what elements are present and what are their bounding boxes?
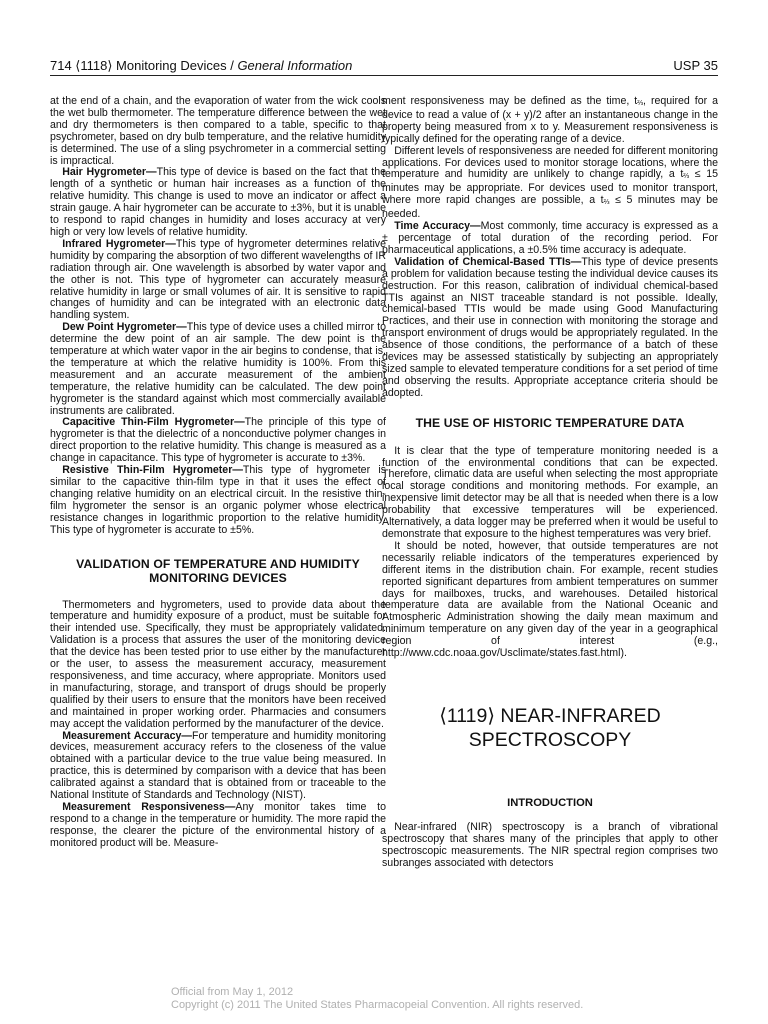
paragraph-capacitive-hygrometer <box>50 417 386 465</box>
term: Time Accuracy— <box>394 220 481 233</box>
paragraph: Near-infrared (NIR) spectroscopy is a branch of vibrational spectroscopy that shares many of the principles that apply to other spectroscopic measurements. The NIR spectral region comprises two subranges associated with detectors <box>382 820 718 869</box>
term: Dew Point Hygrometer— <box>62 321 187 334</box>
text-run: Different levels of responsiveness are needed for different monitoring applications. For devices used to monitor storage locations, where the temperature and humidity are unlikely to change rapidly, a t <box>382 144 718 181</box>
term-text: This type of hygrometer is similar to the capacitive thin-film type in that it uses the effect of changing relative humidity on an electrical circuit. In the resistive thin-film hygrometer the sensor is an organic polymer whose electrical resistance changes in logarithmic proportion to the relative humidity. This type of hygrometer is accurate to ±5%. <box>50 464 386 536</box>
subscript: ⅔ <box>603 199 610 207</box>
footer-copyright: Copyright (c) 2011 The United States Pharmacopeial Convention. All rights reserved. <box>171 999 584 1011</box>
subsection-heading-introduction: INTRODUCTION <box>507 796 593 809</box>
term-text: For temperature and humidity monitoring devices, measurement accuracy refers to the closeness of the value obtained with a particular device to the true value being measured. In practice, this is determined by comparison with a device that has been calibrated against a standard that is obtained from or traceable to the National Institute of Standards and Technology (NIST). <box>50 729 386 802</box>
paragraph: at the end of a chain, and the evaporation of water from the wick cools the wet bulb thermometer. The temperature difference between the wet and dry thermometers is then compared to a table, specific to that psychrometer, based on dry bulb temperature, and the relative humidity is determined. The use of a sling psychrometer in a commercial setting is impractical. <box>50 95 386 167</box>
term: Validation of Chemical-Based TTIs— <box>394 255 582 268</box>
spacer <box>382 660 718 704</box>
text-run: , required for a device to read a value of (x + y)/2 after an instantaneous change in the property being measured from x to y. Measurement responsiveness is typically defined for the operating range of a device. <box>382 95 718 145</box>
term-text: This type of hygrometer determines relative humidity by comparing the absorption of two different wavelengths of IR radiation through air. One wavelength is absorbed by water vapor and the other is not. This type of hygrometer can accurately measure relative humidity in large or small volumes of air. It is sensitive to rapid changes of humidity and can be integrated with an electronic data handling system. <box>50 237 386 322</box>
term: Capacitive Thin-Film Hygrometer— <box>62 416 245 429</box>
paragraph-infrared-hygrometer <box>50 239 386 322</box>
section-heading-historic: THE USE OF HISTORIC TEMPERATURE DATA <box>415 415 685 430</box>
header-section-name: General Information <box>237 58 353 73</box>
paragraph <box>382 96 718 146</box>
header-left <box>50 57 352 75</box>
term: Infrared Hygrometer— <box>62 237 176 250</box>
paragraph-hair-hygrometer <box>50 167 386 238</box>
term-text: The principle of this type of hygrometer is that the dielectric of a nonconductive polymer changes in direct proportion to the relative humidity. This change is measured as a change in capacitance. This type of hygrometer is accurate to ±3%. <box>50 416 386 465</box>
text-run: ≤ 15 minutes may be appropriate. For devices used to monitor transport, where more rapid changes are possible, a t <box>382 168 718 207</box>
term-text: This type of device presents a problem for validation because testing the individual device causes its destruction. For this reason, calibration of individual chemical-based TTIs against an NIST traceable standard is not possible. Ideally, chemical-based TTIs would be made using Good Manufacturing Practices, and their use in connection with monitoring the storage and transport environment of drugs would be appropriately regulated. In the absence of those conditions, the performance of a batch of these devices may be assessed statistically by subjecting an appropriately sized sample to elevated temperature conditions for a set period of time and observing the results. Appropriate acceptance criteria should be adopted. <box>382 255 718 399</box>
paragraph-measurement-responsiveness <box>50 802 386 850</box>
left-column <box>50 96 386 850</box>
paragraph-measurement-accuracy <box>50 731 386 802</box>
running-header <box>50 57 718 76</box>
term: Measurement Accuracy— <box>62 729 192 742</box>
paragraph <box>382 146 718 221</box>
header-chapter-ref: 714 ⟨1118⟩ Monitoring Devices / <box>50 58 238 73</box>
footer-official-date: Official from May 1, 2012 <box>171 986 294 998</box>
term: Resistive Thin-Film Hygrometer— <box>62 464 243 477</box>
term: Hair Hygrometer— <box>62 166 157 179</box>
paragraph: It is clear that the type of temperature monitoring needed is a function of the environmental conditions that can be expected. Therefore, climatic data are useful when selecting the most appropriate local storage conditions and monitoring methods. For example, an inexpensive limit detector may be all that is needed when there is a low probability that excessive temperatures will be experienced. Alternatively, a data logger may be preferred when it would be useful to demonstrate that exposure to the highest temperatures was very brief. <box>382 444 718 540</box>
term-text: Most commonly, time accuracy is expressed as a ± percentage of total duration of the recording period. For pharmaceutical applications, a ±0.5% time accuracy is adequate. <box>382 220 718 256</box>
text-run: ≤ 5 minutes may be needed. <box>382 194 718 221</box>
paragraph: It should be noted, however, that outside temperatures are not necessarily reliable indicators of the temperatures experienced by different items in the distribution chain. For example, recent studies reported significant departures from ambient temperatures on summer days for mailboxes, trucks, and warehouses. Detailed historical temperature data are available from the National Oceanic and Atmospheric Administration showing the daily mean maximum and minimum temperature on any given day of the year in a geographical region of interest (e.g., http://www.cdc.noaa.gov/Usclimate/states.fast.html). <box>382 539 718 660</box>
paragraph-validation-ttis <box>382 257 718 400</box>
footer-watermark <box>171 986 671 1012</box>
term-text: This type of device is based on the fact that the length of a synthetic or human hair increases as a function of the relative humidity. This change is used to move an indicator or affect a strain gauge. A hair hygrometer can be accurate to ±3%, but it is unable to respond to rapid changes in humidity and loses accuracy at very high or very low levels of relative humidity. <box>50 166 386 238</box>
section-heading-validation: VALIDATION OF TEMPERATURE AND HUMIDITY MONITORING DEVICES <box>76 556 360 585</box>
paragraph-time-accuracy <box>382 221 718 257</box>
paragraph-resistive-hygrometer <box>50 465 386 536</box>
term: Measurement Responsiveness— <box>62 800 236 813</box>
paragraph-dew-point-hygrometer <box>50 322 386 417</box>
right-column <box>382 96 718 870</box>
subscript: ⅔ <box>683 173 690 181</box>
paragraph: Thermometers and hygrometers, used to provide data about the temperature and humidity exposure of a product, must be suitable for their intended use. Specifically, they must be appropriately validated. Validation is a process that assures the user of the monitoring device that the device has been tested prior to use either by the manufacturer or the user, to assess the measurement accuracy, measurement responsiveness, and time accuracy, where appropriate. Monitors used in manufacturing, storage, and transport of drugs should be properly qualified by their users to ensure that the monitors have been received and maintained in proper working order. Pharmacies and consumers may accept the validation performed by the manufacturer of the device. <box>50 598 386 730</box>
header-book-id: USP 35 <box>673 58 718 73</box>
term-text: This type of device uses a chilled mirror to determine the dew point of an air sample. The dew point is the temperature at which water vapor in the air begins to condense, that is, the temperature at which the relative humidity is 100%. From this measurement and an accurate measurement of the ambient temperature, the relative humidity can be calculated. The dew point hygrometer is the standard against which most commercially available instruments are calibrated. <box>50 321 386 417</box>
text-run: ment responsiveness may be defined as the time, t <box>382 95 638 107</box>
term-text: Any monitor takes time to respond to a change in the temperature or humidity. The more rapid the response, the clearer the picture of the environmental history of a monitored product will be. Measure- <box>50 800 386 849</box>
chapter-title-line: ⟨1119⟩ NEAR-INFRARED <box>439 704 661 727</box>
chapter-title-line: SPECTROSCOPY <box>468 728 632 751</box>
subscript: ⅔ <box>637 100 644 107</box>
chapter-title <box>382 704 718 752</box>
